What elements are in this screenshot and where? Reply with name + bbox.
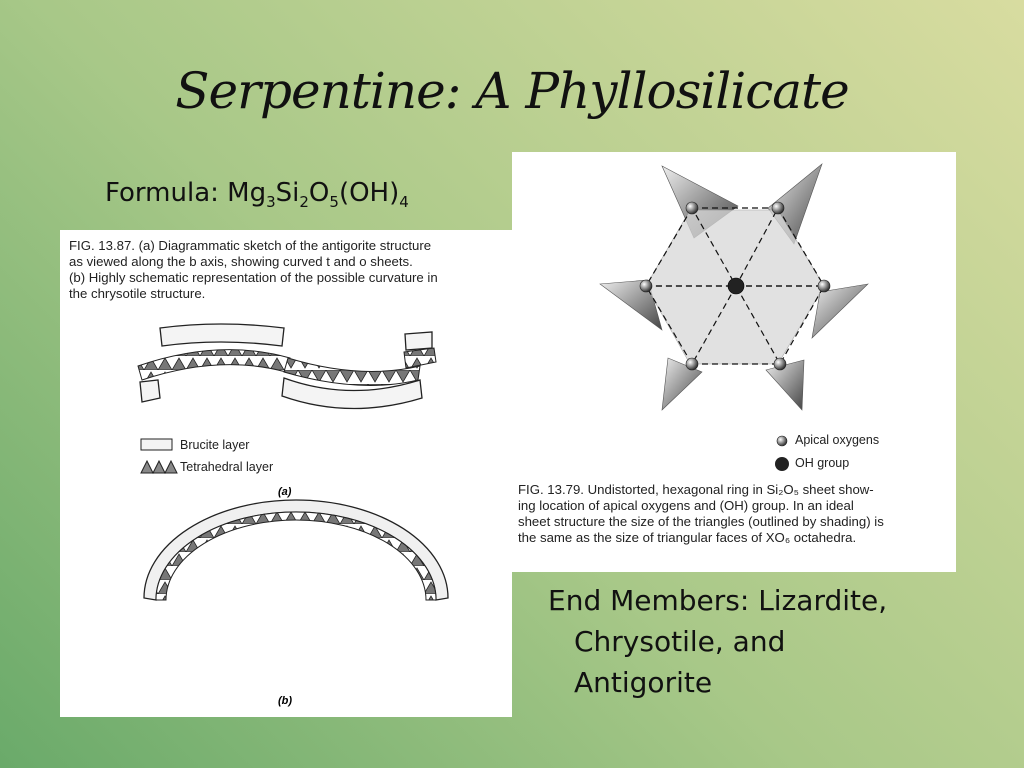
legend-oh-icon [775, 457, 789, 471]
formula-oh: (OH) [338, 178, 400, 208]
brucite-segment-left [140, 380, 160, 402]
caption-line: FIG. 13.79. Undistorted, hexagonal ring in Si₂O₅ sheet show- [518, 482, 874, 497]
legend-brucite-label: Brucite layer [180, 438, 250, 452]
formula-si: Si [275, 178, 300, 208]
apical-oxygen-6 [640, 280, 652, 292]
figure-hexagonal-caption [518, 482, 954, 546]
oh-group-center [728, 278, 744, 294]
tetrahedral-segment-1 [138, 350, 290, 380]
apical-oxygen-2 [772, 202, 784, 214]
slide-title: Serpentine: A Phyllosilicate [175, 62, 849, 120]
formula-sub-o: 5 [329, 193, 339, 212]
caption-line: the chrysotile structure. [69, 286, 206, 301]
legend-tetra-swatch [141, 461, 177, 473]
legend-brucite-swatch [141, 439, 172, 450]
brucite-segment-upper [160, 324, 284, 346]
tetrahedral-segment-2 [284, 358, 420, 385]
caption-line: the same as the size of triangular faces of XO₆ octahedra. [518, 530, 857, 545]
end-members-line1: End Members: Lizardite, [548, 584, 888, 617]
caption-line: FIG. 13.87. (a) Diagrammatic sketch of the antigorite structure [69, 238, 432, 253]
end-members-line3: Antigorite [574, 666, 713, 699]
end-members-line2: Chrysotile, and [574, 625, 786, 658]
label-b: (b) [278, 695, 293, 707]
tetrahedral-segment-3 [404, 348, 436, 368]
figure-antigorite [60, 230, 512, 717]
formula-o: O [308, 178, 330, 208]
formula-sub-si: 2 [299, 193, 309, 212]
apical-oxygen-5 [686, 358, 698, 370]
apical-oxygen-1 [686, 202, 698, 214]
caption-line: ing location of apical oxygens and (OH) group. In an ideal [518, 498, 854, 513]
label-a: (a) [278, 486, 292, 498]
apical-oxygen-3 [818, 280, 830, 292]
legend-apical-label: Apical oxygens [795, 433, 880, 447]
brucite-segment-right [405, 332, 432, 350]
legend-apical-icon [777, 436, 787, 446]
formula-label: Formula: [105, 178, 228, 208]
formula-mg: Mg [227, 178, 267, 208]
antigorite-wave-diagram [60, 230, 512, 717]
formula-sub-mg: 3 [266, 193, 276, 212]
caption-line: sheet structure the size of the triangles (outlined by shading) is [518, 514, 884, 529]
apical-oxygen-4 [774, 358, 786, 370]
caption-line: as viewed along the b axis, showing curved t and o sheets. [69, 254, 413, 269]
caption-line: (b) Highly schematic representation of the possible curvature in [69, 270, 438, 285]
formula [105, 178, 409, 211]
formula-sub-oh: 4 [399, 193, 409, 212]
end-members [548, 580, 887, 703]
figure-hexagonal-ring [512, 152, 956, 572]
legend-oh-label: OH group [795, 456, 850, 470]
legend-tetra-label: Tetrahedral layer [180, 460, 274, 474]
